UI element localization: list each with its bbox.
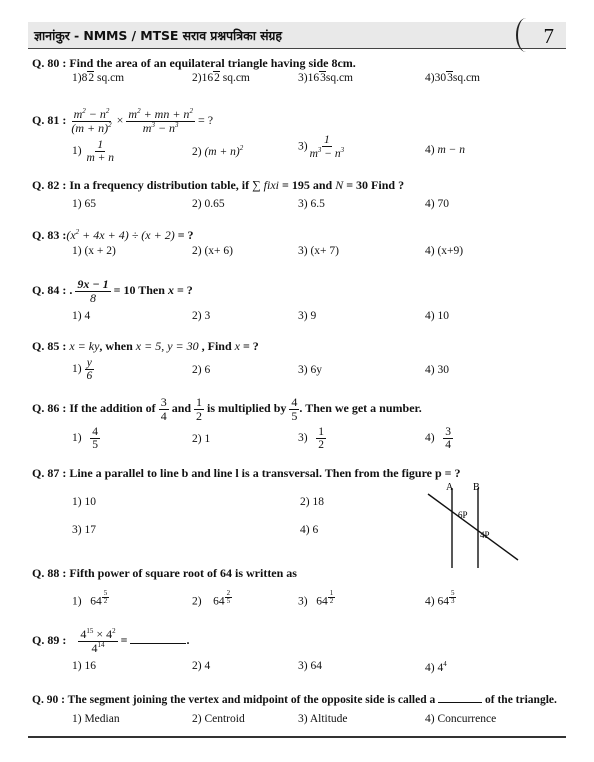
q85-option-2[interactable]: 2) 6 [192, 364, 211, 376]
q85-option-3[interactable]: 3) 6y [298, 364, 322, 376]
q82-option-2[interactable]: 2) 0.65 [192, 198, 225, 210]
q80-option-2[interactable]: 2)162 sq.cm [192, 72, 250, 84]
q88-option-2[interactable]: 2) 64 $^{\frac{2}{5}}$ [192, 589, 231, 608]
q82-option-1[interactable]: 1) 65 [72, 198, 96, 210]
page-number-box [514, 22, 560, 48]
q87-option-1[interactable]: 1) 10 [72, 496, 96, 508]
label-b: B [473, 482, 480, 493]
q81-fraction-1: $\frac{m^2 - n^2}{(m + n)^2}$ [71, 107, 112, 135]
q80-option-1[interactable]: 1)82 sq.cm [72, 72, 125, 84]
label-4p: 4P [480, 530, 490, 540]
q89-option-3[interactable]: 3) 64 [298, 660, 322, 672]
q80-option-4[interactable]: 4)303sq.cm [425, 72, 480, 84]
q86-option-3[interactable]: 3) $\frac{1}{2}$ [298, 426, 324, 452]
q87-option-3[interactable]: 3) 17 [72, 524, 96, 536]
q84-option-2[interactable]: 2) 3 [192, 310, 211, 322]
q81-label: Q. 81 : [32, 112, 67, 127]
q80-option-3[interactable]: 3)163sq.cm [298, 72, 353, 84]
q84-option-3[interactable]: 3) 9 [298, 310, 317, 322]
q89-option-4[interactable]: 4) $4^4$ [425, 660, 447, 674]
q81-option-1[interactable]: 1) $\frac{1}{m + n}$ [72, 139, 115, 165]
question-83: Q. 83 $:(x^2 + 4x + 4) \div (x + 2)$ = ? [32, 228, 194, 242]
footer-divider [28, 736, 566, 738]
q86-option-1[interactable]: 1) $\frac{4}{5}$ [72, 426, 98, 452]
q87-option-2[interactable]: 2) 18 [300, 496, 324, 508]
question-85: Q. 85 : x = ky, when x = 5, y = 30 , Find x = ? [32, 339, 259, 353]
q83-option-4[interactable]: 4) (x+9) [425, 245, 464, 257]
q86-option-2[interactable]: 2) 1 [192, 433, 211, 445]
q82-option-3[interactable]: 3) 6.5 [298, 198, 325, 210]
q87-option-4[interactable]: 4) 6 [300, 524, 319, 536]
q90-option-2[interactable]: 2) Centroid [192, 713, 245, 725]
question-80: Q. 80 : Find the area of an equilateral triangle having side 8cm. [32, 56, 356, 70]
question-84: Q. 84 : . $\frac{9x - 1}{8}$ = 10 Then x = ? [32, 277, 193, 305]
q81-option-4[interactable]: 4) m − n [425, 144, 466, 156]
q83-option-1[interactable]: 1) (x + 2) [72, 245, 116, 257]
q86-option-4[interactable]: 4) $\frac{3}{4}$ [425, 426, 451, 452]
header-title: ज्ञानांकुर - NMMS / MTSE सराव प्रश्नपत्रिका संग्रह [34, 28, 282, 43]
question-89: Q. 89 : $\frac{4^{15} \times 4^2}{4^{14}}$ = . [32, 627, 190, 655]
question-90: Q. 90 : The segment joining the vertex and midpoint of the opposite side is called a of the triangle. [32, 694, 557, 706]
q84-option-4[interactable]: 4) 10 [425, 310, 449, 322]
page-header [28, 22, 566, 49]
question-87: Q. 87 : Line a parallel to line b and line l is a transversal. Then from the figure p = ? [32, 466, 461, 480]
q81-fraction-2: $\frac{m^2 + mn + n^2}{m^3 - n^3}$ [128, 107, 193, 135]
question-86: Q. 86 : If the addition of $\frac{3}{4}$ and $\frac{1}{2}$ is multiplied by $\frac{4}{5}$ . Then we get a number. [32, 395, 422, 423]
q88-option-4[interactable]: 4) 64 $^{\frac{5}{3}}$ [425, 589, 455, 608]
transversal-l [428, 494, 518, 560]
q85-option-4[interactable]: 4) 30 [425, 364, 449, 376]
question-82: Q. 82 : In a frequency distribution table, if ∑ fixi = 195 and N = 30 Find ? [32, 178, 405, 192]
q83-option-2[interactable]: 2) (x+ 6) [192, 245, 233, 257]
q85-option-1[interactable]: 1) $\frac{y}{6}$ [72, 357, 93, 383]
q90-option-1[interactable]: 1) Median [72, 713, 120, 725]
q90-option-4[interactable]: 4) Concurrence [425, 713, 497, 725]
arc-decoration-icon [516, 18, 536, 52]
q89-option-2[interactable]: 2) 4 [192, 660, 211, 672]
q87-parallel-lines-figure [418, 480, 526, 570]
page-number: 7 [543, 24, 554, 48]
question-81: Q. 81 : $\frac{m^2 - n^2}{(m + n)^2}$ × $\frac{m^2 + mn + n^2}{m^3 - n^3}$ = ? [32, 107, 214, 135]
q88-option-3[interactable]: 3) 64 $^{\frac{1}{2}}$ [298, 589, 334, 608]
label-6p: 6P [458, 510, 468, 520]
q81-option-3[interactable]: 3) $\frac{1}{m^3 - n^3}$ [298, 134, 345, 160]
q84-option-1[interactable]: 1) 4 [72, 310, 91, 322]
q88-option-1[interactable]: 1) 64 $^{\frac{5}{2}}$ [72, 589, 108, 608]
label-a: A [446, 482, 454, 493]
q82-option-4[interactable]: 4) 70 [425, 198, 449, 210]
q90-option-3[interactable]: 3) Altitude [298, 713, 348, 725]
q83-option-3[interactable]: 3) (x+ 7) [298, 245, 339, 257]
q81-option-2[interactable]: 2) $(m + n)^2$ [192, 144, 244, 158]
q89-option-1[interactable]: 1) 16 [72, 660, 96, 672]
question-88: Q. 88 : Fifth power of square root of 64 is written as [32, 566, 297, 580]
